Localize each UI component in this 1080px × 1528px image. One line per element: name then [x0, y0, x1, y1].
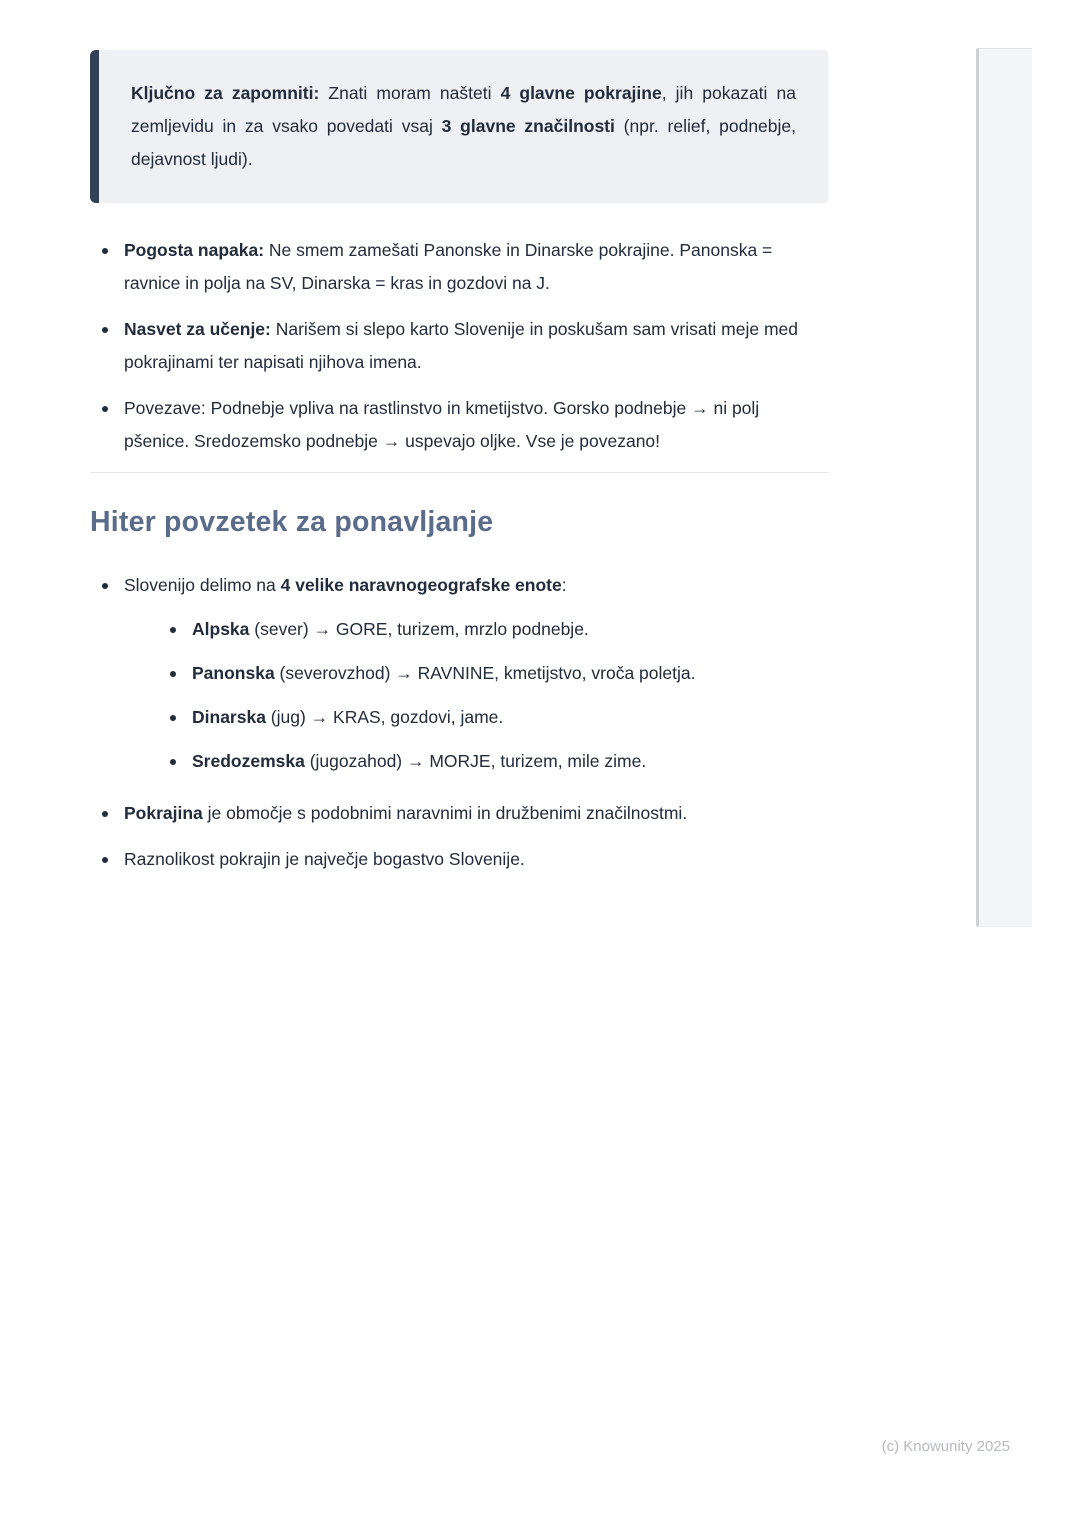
- copyright-text: (c) Knowunity 2025: [881, 1438, 1010, 1455]
- list-item-region-dinarska: Dinarska (jug) → KRAS, gozdovi, jame.: [158, 701, 828, 734]
- list-item-diversity: Raznolikost pokrajin je največje bogastvo Slovenije.: [90, 843, 828, 876]
- adjacent-page-edge[interactable]: [976, 48, 1032, 927]
- list-item-region-alpska: Alpska (sever) → GORE, turizem, mrzlo podnebje.: [158, 613, 828, 646]
- study-tips-list: [90, 234, 828, 458]
- callout-text: Ključno za zapomniti: Znati moram našteti 4 glavne pokrajine, jih pokazati na zemljevidu in za vsako povedati vsaj 3 glavne značilnosti (npr. relief, podnebje, dejavnost ljudi).: [99, 50, 828, 203]
- regions-list: [158, 613, 828, 778]
- section-divider: [90, 472, 828, 473]
- list-item-study-tip: Nasvet za učenje: Narišem si slepo karto Slovenije in poskušam sam vrisati meje med pokrajinami ter napisati njihova imena.: [90, 313, 828, 379]
- callout-accent-bar: [90, 50, 99, 203]
- list-item-pokrajina-definition: Pokrajina je območje s podobnimi naravnimi in družbenimi značilnostmi.: [90, 797, 828, 830]
- summary-list: [90, 569, 828, 876]
- key-takeaway-callout: [90, 50, 828, 203]
- note-content: [90, 50, 828, 889]
- list-item-region-panonska: Panonska (severovzhod) → RAVNINE, kmetijstvo, vroča poletja.: [158, 657, 828, 690]
- section-heading: Hiter povzetek za ponavljanje: [90, 506, 494, 538]
- list-item-common-mistake: Pogosta napaka: Ne smem zamešati Panonske in Dinarske pokrajine. Panonska = ravnice in polja na SV, Dinarska = kras in gozdovi na J.: [90, 234, 828, 300]
- list-item-text: Slovenijo delimo na 4 velike naravnogeografske enote:: [124, 575, 567, 595]
- list-item-region-sredozemska: Sredozemska (jugozahod) → MORJE, turizem, mile zime.: [158, 745, 828, 778]
- list-item-connections: Povezave: Podnebje vpliva na rastlinstvo in kmetijstvo. Gorsko podnebje → ni polj pšenice. Sredozemsko podnebje → uspevajo oljke. Vse je povezano!: [90, 392, 828, 458]
- list-item-division: [90, 569, 828, 778]
